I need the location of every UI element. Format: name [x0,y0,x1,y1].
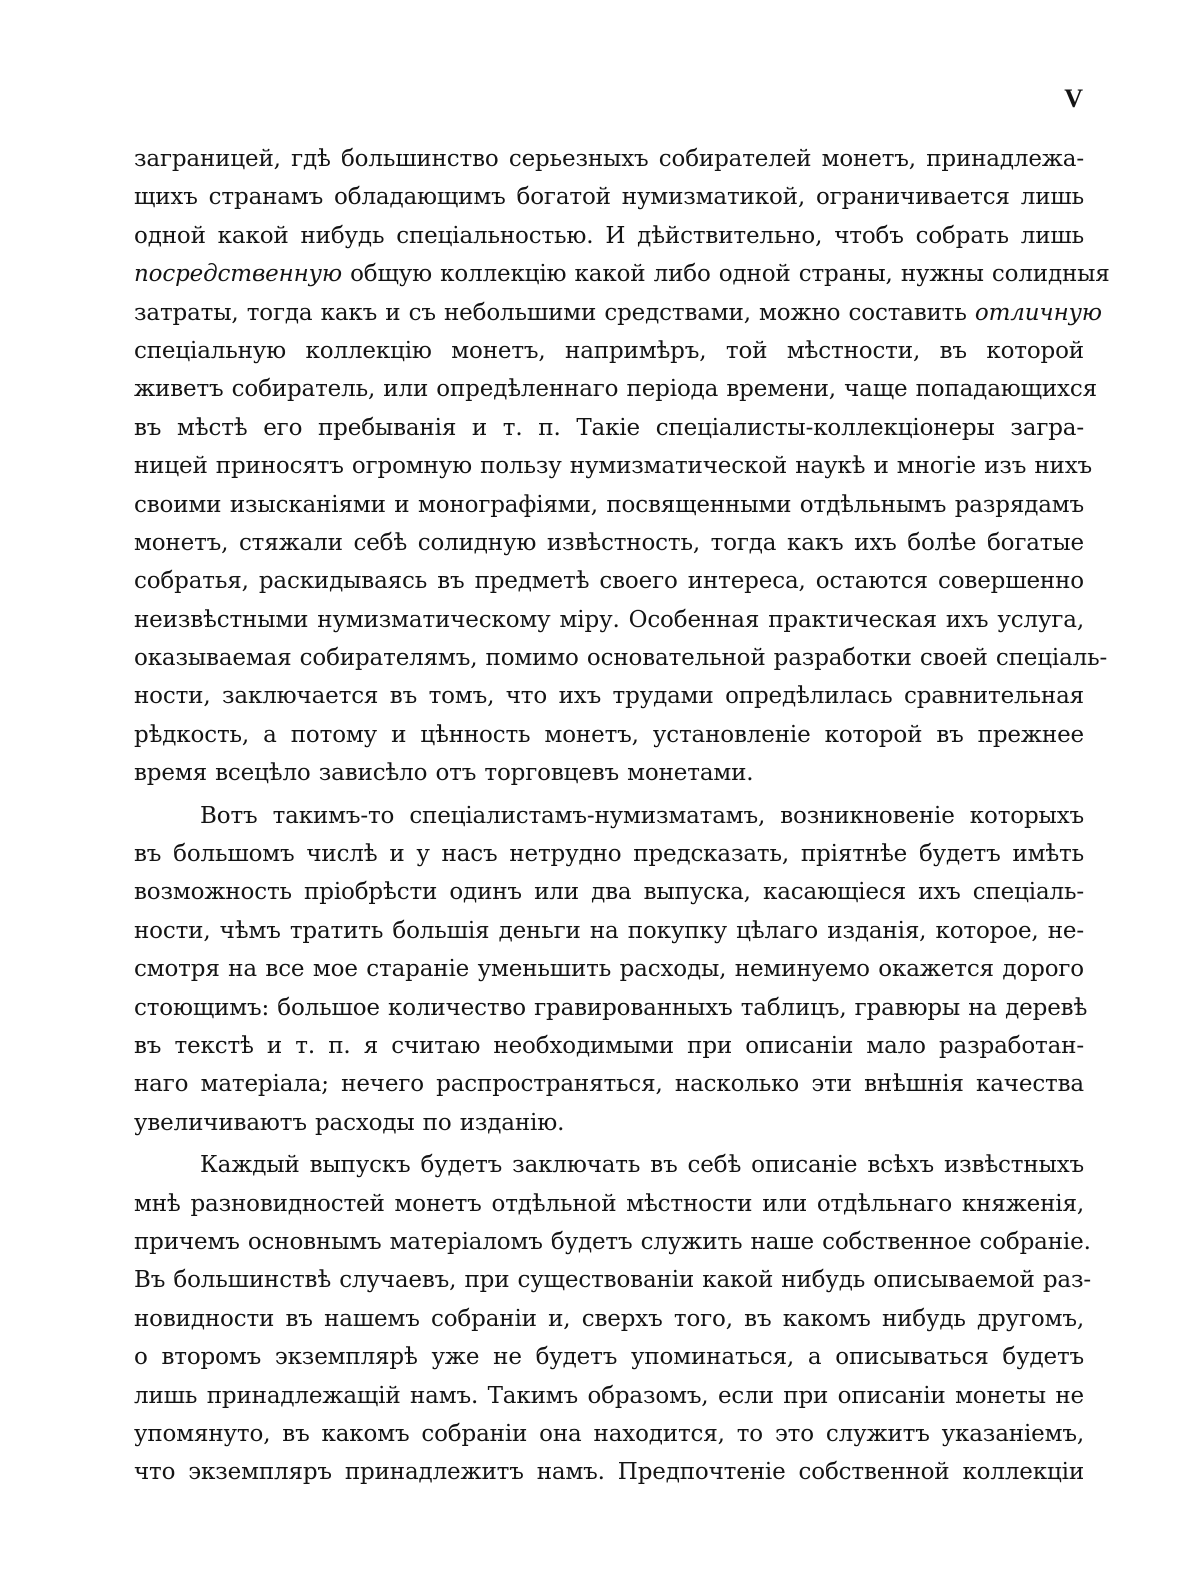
text-line: оказываемая собирателямъ, помимо основательной разработки своей спеціаль- [134,645,1108,672]
text-line: своими изысканіями и монографіями, посвященными отдѣльнымъ разрядамъ [134,491,1084,518]
text-line: Вотъ такимъ-то спеціалистамъ-нумизматамъ, возникновеніе которыхъ [200,802,1084,829]
text-line: упомянуто, въ какомъ собраніи она находится, то это служитъ указаніемъ, [134,1420,1084,1447]
paragraph [134,140,1110,793]
text-line: наго матеріала; нечего распространяться, насколько эти внѣшнія качества [134,1071,1084,1098]
text-line [134,255,1110,293]
italic-phrase: посредственную [134,261,342,288]
text-line: о второмъ экземплярѣ уже не будетъ упоминаться, а описываться будетъ [134,1344,1084,1371]
text-line: ности, чѣмъ тратить большія деньги на покупку цѣлаго изданія, которое, не- [134,917,1084,944]
paragraph [134,1146,1091,1492]
text-line: возможность пріобрѣсти одинъ или два выпуска, касающіеся ихъ спеціаль- [134,879,1084,906]
text-line: новидности въ нашемъ собраніи и, сверхъ того, въ какомъ нибудь другомъ, [134,1305,1084,1332]
text-line: заграницей, гдѣ большинство серьезныхъ собирателей монетъ, принадлежа- [134,146,1084,172]
text-line: въ большомъ числѣ и у насъ нетрудно предсказать, пріятнѣе будетъ имѣть [134,841,1084,868]
text-line: ницей приносятъ огромную пользу нумизматической наукѣ и многіе изъ нихъ [134,453,1093,480]
text-line: лишь принадлежащій намъ. Такимъ образомъ, если при описаніи монеты не [134,1382,1084,1409]
text-fragment: затраты, тогда какъ и съ небольшими средствами, можно составить [134,299,975,326]
text-line: Каждый выпускъ будетъ заключать въ себѣ описаніе всѣхъ извѣстныхъ [200,1152,1084,1179]
text-line: спеціальную коллекцію монетъ, напримѣръ, той мѣстности, въ которой [134,337,1084,364]
text-line: живетъ собиратель, или опредѣленнаго періода времени, чаще попадающихся [134,376,1097,403]
paragraph [134,797,1088,1143]
text-line: что экземпляръ принадлежитъ намъ. Предпочтеніе собственной коллекціи [134,1459,1084,1486]
text-line: въ мѣстѣ его пребыванія и т. п. Такіе спеціалисты-коллекціонеры загра- [134,414,1084,441]
text-line: мнѣ разновидностей монетъ отдѣльной мѣстности или отдѣльнаго княженія, [134,1190,1084,1217]
text-line: монетъ, стяжали себѣ солидную извѣстность, тогда какъ ихъ болѣе богатые [134,529,1084,556]
italic-phrase: отличную [974,299,1102,326]
text-line: увеличиваютъ расходы по изданію. [134,1109,565,1136]
page-number: V [1064,84,1083,113]
text-line: въ текстѣ и т. п. я считаю необходимыми при описаніи мало разработан- [134,1032,1084,1059]
text-line: рѣдкость, а потому и цѣнность монетъ, установленіе которой въ прежнее [134,721,1084,748]
text-line: стоющимъ: большое количество гравированныхъ таблицъ, гравюры на деревѣ [134,994,1088,1021]
text-line: одной какой нибудь спеціальностью. И дѣйствительно, чтобъ собрать лишь [134,222,1084,249]
text-line: неизвѣстными нумизматическому міру. Особенная практическая ихъ услуга, [134,606,1084,633]
text-line: причемъ основнымъ матеріаломъ будетъ служить наше собственное собраніе. [134,1228,1091,1255]
text-line: собратья, раскидываясь въ предметѣ своего интереса, остаются совершенно [134,568,1084,595]
text-line: время всецѣло зависѣло отъ торговцевъ монетами. [134,760,754,787]
text-body [134,140,1110,1492]
text-line: Въ большинствѣ случаевъ, при существованіи какой нибудь описываемой раз- [134,1267,1091,1294]
text-line [134,294,1102,332]
text-line: щихъ странамъ обладающимъ богатой нумизматикой, ограничивается лишь [134,184,1084,211]
text-fragment: общую коллекцію какой либо одной страны, нужны солидныя [341,261,1110,288]
text-line: смотря на все мое стараніе уменьшить расходы, неминуемо окажется дорого [134,956,1084,983]
text-line: ности, заключается въ томъ, что ихъ трудами опредѣлилась сравнительная [134,683,1084,710]
